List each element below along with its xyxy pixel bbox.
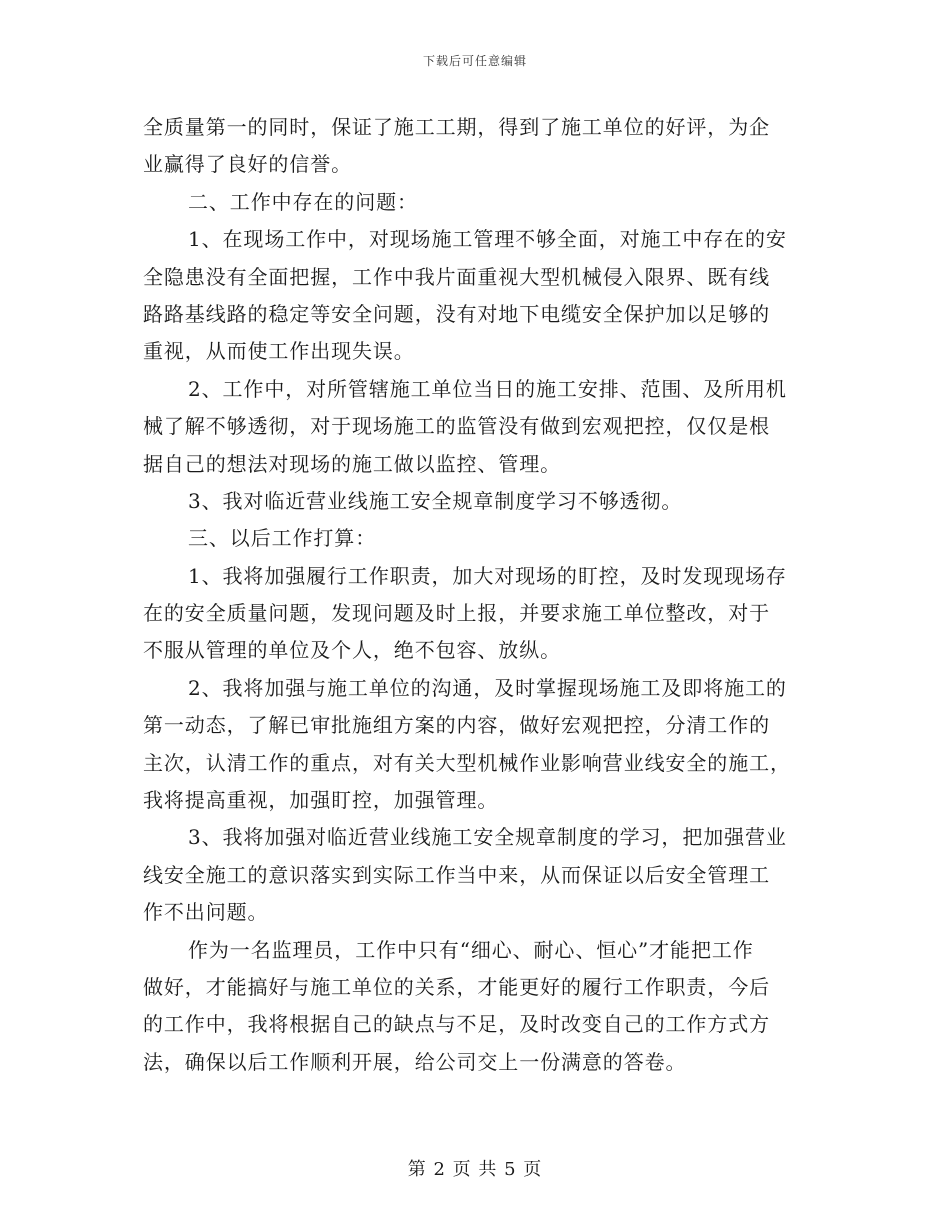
text-line: 路路基线路的稳定等安全问题，没有对地下电缆安全保护加以足够的 [143, 301, 770, 326]
text-line: 主次，认清工作的重点，对有关大型机械作业影响营业线安全的施工， [143, 750, 791, 775]
text-line: 三、以后工作打算： [188, 526, 377, 551]
page-header: 下载后可任意编辑 [422, 54, 527, 68]
text-line: 重视，从而使工作出现失误。 [143, 339, 415, 364]
text-line: 法，确保以后工作顺利开展，给公司交上一份满意的答卷。 [143, 1049, 687, 1074]
document-body [143, 109, 808, 1081]
text-line: 作不出问题。 [143, 900, 269, 925]
text-line: 的工作中，我将根据自己的缺点与不足，及时改变自己的工作方式方 [143, 1012, 770, 1037]
text-line: 1、在现场工作中，对现场施工管理不够全面，对施工中存在的安 [188, 227, 787, 252]
text-line: 2、我将加强与施工单位的沟通，及时掌握现场施工及即将施工的 [188, 675, 787, 700]
text-line: 2、工作中，对所管辖施工单位当日的施工安排、范围、及所用机 [188, 376, 787, 401]
text-line: 第一动态，了解已审批施组方案的内容，做好宏观把控，分清工作的 [143, 713, 770, 738]
text-line: 二、工作中存在的问题： [188, 189, 418, 214]
text-line: 3、我将加强对临近营业线施工安全规章制度的学习，把加强营业 [188, 825, 787, 850]
text-line: 做好，才能搞好与施工单位的关系，才能更好的履行工作职责，今后 [143, 974, 770, 999]
page-number: 第 2 页 共 5 页 [407, 1159, 543, 1180]
text-line: 全质量第一的同时，保证了施工工期，得到了施工单位的好评，为企 [143, 115, 770, 139]
text-line: 作为一名监理员，工作中只有“细心、耐心、恒心”才能把工作 [188, 937, 754, 962]
text-line: 业赢得了良好的信誉。 [143, 152, 352, 177]
text-line: 械了解不够透彻，对于现场施工的监管没有做到宏观把控，仅仅是根 [143, 414, 770, 439]
text-line: 3、我对临近营业线施工安全规章制度学习不够透彻。 [188, 488, 683, 513]
text-line: 1、我将加强履行工作职责，加大对现场的盯控，及时发现现场存 [188, 563, 787, 588]
text-line: 不服从管理的单位及个人，绝不包容、放纵。 [143, 638, 561, 663]
text-line: 在的安全质量问题，发现问题及时上报，并要求施工单位整改，对于 [143, 601, 770, 626]
text-line: 全隐患没有全面把握，工作中我片面重视大型机械侵入限界、既有线 [143, 264, 770, 289]
text-line: 据自己的想法对现场的施工做以监控、管理。 [143, 451, 561, 476]
text-line: 线安全施工的意识落实到实际工作当中来，从而保证以后安全管理工 [143, 862, 770, 887]
text-line: 我将提高重视，加强盯控，加强管理。 [143, 788, 499, 813]
